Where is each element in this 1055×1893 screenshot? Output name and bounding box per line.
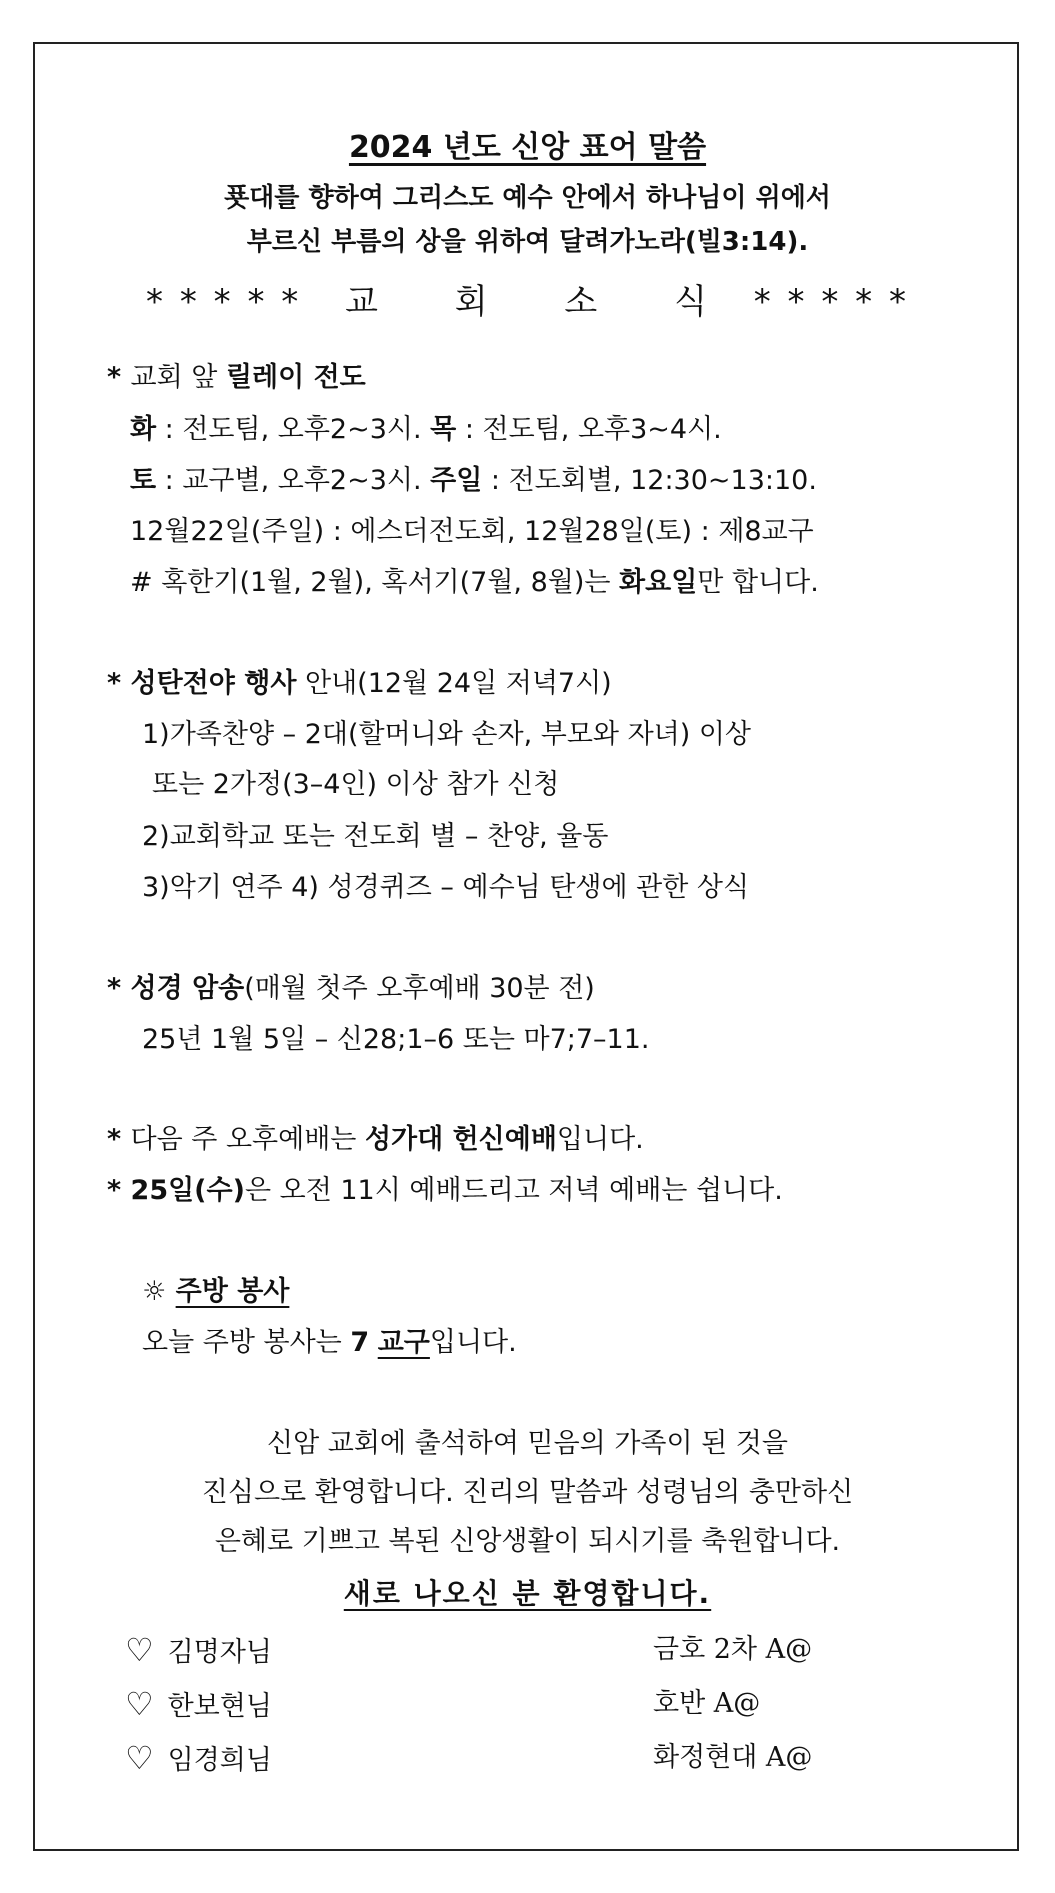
memorization-detail: 25년 1월 5일 – 신28;1–6 또는 마7;7–11. bbox=[142, 1024, 650, 1055]
news-char-1: 교 bbox=[345, 282, 381, 322]
sun-icon: ☼ bbox=[142, 1276, 167, 1307]
newcomers-heading: 새로 나오신 분 환영합니다. bbox=[343, 1577, 712, 1610]
heart-icon: ♡ bbox=[125, 1685, 154, 1723]
newcomer-row bbox=[125, 1630, 1025, 1673]
stars-left: * * * * * bbox=[146, 282, 302, 322]
motto-verse-line-1: 푯대를 향하여 그리스도 예수 안에서 하나님이 위에서 bbox=[224, 183, 831, 213]
heart-icon: ♡ bbox=[125, 1631, 154, 1669]
welcome-line-2: 진심으로 환영합니다. 진리의 말씀과 성령님의 충만하신 bbox=[201, 1477, 854, 1508]
stars-right: * * * * * bbox=[753, 282, 909, 322]
welcome-line-1: 신암 교회에 출석하여 믿음의 가족이 된 것을 bbox=[267, 1428, 788, 1459]
notice-wednesday-service: * 25일(수)은 오전 11시 예배드리고 저녁 예배는 쉽니다. bbox=[107, 1175, 783, 1206]
relay-schedule-tue-thu: 화 : 전도팀, 오후2~3시. 목 : 전도팀, 오후3~4시. bbox=[130, 414, 722, 445]
newcomer-row bbox=[125, 1738, 1025, 1781]
newcomer-name: 김명자님 bbox=[167, 1637, 272, 1668]
news-char-2: 회 bbox=[454, 282, 491, 322]
welcome-line-3: 은혜로 기쁘고 복된 신앙생활이 되시기를 축원합니다. bbox=[214, 1526, 841, 1557]
bullet: * bbox=[107, 362, 131, 393]
relay-schedule-dates: 12월22일(주일) : 에스더전도회, 12월28일(토) : 제8교구 bbox=[130, 516, 814, 547]
kitchen-service-text: 오늘 주방 봉사는 7 교구입니다. bbox=[142, 1327, 517, 1358]
newcomer-address: 화정현대 A@ bbox=[653, 1742, 813, 1773]
christmas-event-heading: * 성탄전야 행사 안내(12월 24일 저녁7시) bbox=[107, 668, 612, 699]
memorization-heading: * 성경 암송(매월 첫주 오후예배 30분 전) bbox=[107, 973, 595, 1004]
newcomer-address: 호반 A@ bbox=[653, 1688, 761, 1719]
christmas-item-2: 2)교회학교 또는 전도회 별 – 찬양, 율동 bbox=[142, 821, 609, 852]
yearly-motto-title: 2024 년도 신앙 표어 말씀 bbox=[348, 130, 707, 165]
christmas-item-1b: 또는 2가정(3–4인) 이상 참가 신청 bbox=[152, 769, 560, 800]
relay-note: # 혹한기(1월, 2월), 혹서기(7월, 8월)는 화요일만 합니다. bbox=[130, 567, 819, 598]
news-char-4: 식 bbox=[674, 282, 710, 322]
relay-schedule-sat-sun: 토 : 교구별, 오후2~3시. 주일 : 전도회별, 12:30~13:10. bbox=[130, 465, 817, 496]
heart-icon: ♡ bbox=[125, 1739, 154, 1777]
news-char-3: 소 bbox=[564, 282, 601, 322]
newcomer-name: 한보현님 bbox=[167, 1691, 272, 1722]
church-news-header bbox=[0, 282, 1055, 322]
christmas-item-3: 3)악기 연주 4) 성경퀴즈 – 예수님 탄생에 관한 상식 bbox=[142, 872, 750, 903]
newcomer-name: 임경희님 bbox=[167, 1745, 272, 1776]
notice-choir-service: * 다음 주 오후예배는 성가대 헌신예배입니다. bbox=[107, 1124, 644, 1155]
motto-verse-line-2: 부르신 부름의 상을 위하여 달려가노라(빌3:14). bbox=[246, 227, 809, 257]
christmas-item-1: 1)가족찬양 – 2대(할머니와 손자, 부모와 자녀) 이상 bbox=[142, 719, 752, 750]
newcomer-row bbox=[125, 1684, 1025, 1727]
newcomer-address: 금호 2차 A@ bbox=[653, 1634, 813, 1665]
kitchen-service-heading: ☼ 주방 봉사 bbox=[142, 1276, 290, 1307]
relay-evangelism-heading: * 교회 앞 릴레이 전도 bbox=[107, 362, 366, 393]
